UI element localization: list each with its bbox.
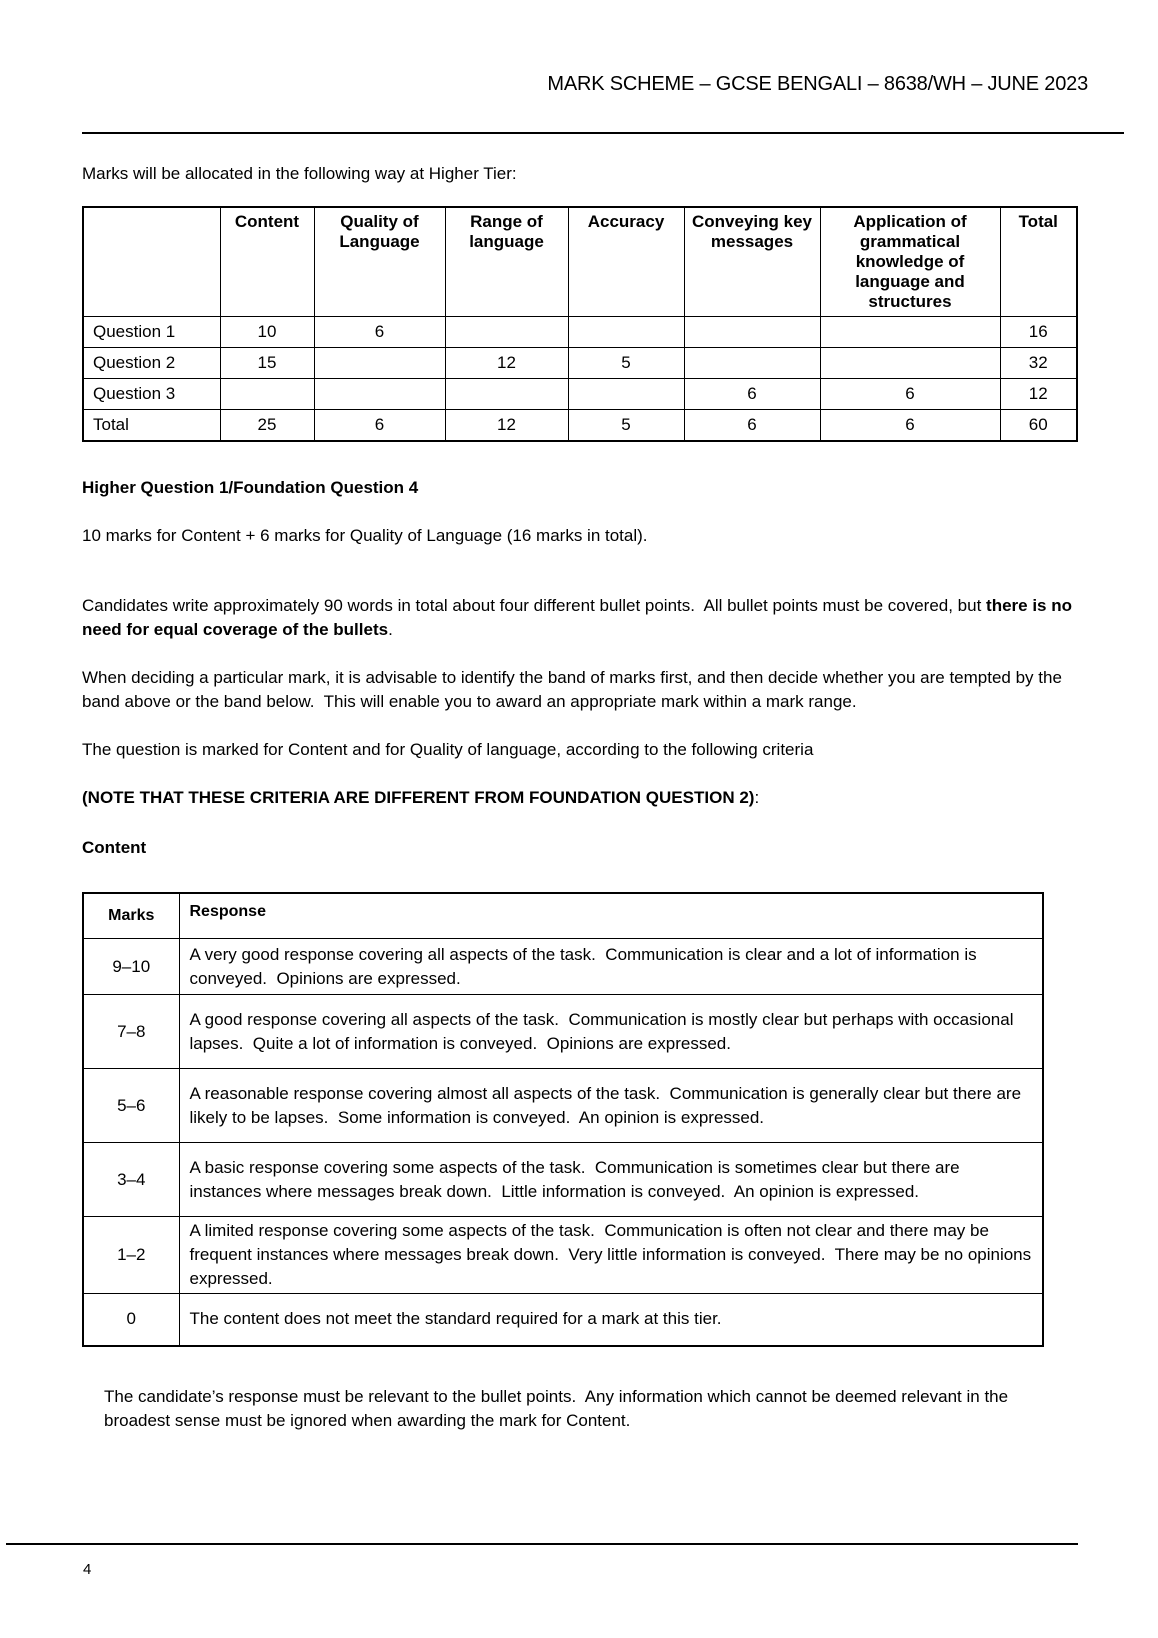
marks-band: 9–10 [83,939,179,995]
cell-value: 6 [820,410,1000,441]
response-description: A good response covering all aspects of the task. Communication is mostly clear but perhaps with occasional lapses. Quite a lot of information is conveyed. Opinions are expressed. [179,995,1043,1069]
allocation-header-content: Content [220,207,314,317]
table-row-total [83,410,1077,441]
footer-rule [6,1543,1078,1545]
cell-value: 6 [684,410,820,441]
header-title: MARK SCHEME – GCSE BENGALI – 8638/WH – JUNE 2023 [547,73,1088,95]
allocation-header-application-grammatical: Application of grammatical knowledge of language and structures [820,207,1000,317]
row-label: Total [83,410,220,441]
paragraph-candidates-period: . [388,619,393,639]
content-heading: Content [82,837,147,857]
paragraph-marking-criteria: The question is marked for Content and for Quality of language, according to the following criteria [82,739,814,759]
cell-value: 12 [1000,379,1077,410]
marks-band: 5–6 [83,1069,179,1143]
paragraph-marks-summary: 10 marks for Content + 6 marks for Quality of Language (16 marks in total). [82,525,648,545]
intro-text: Marks will be allocated in the following way at Higher Tier: [82,164,517,183]
row-label: Question 3 [83,379,220,410]
cell-value: 6 [820,379,1000,410]
cell-value: 5 [568,410,684,441]
table-row-question-1 [83,317,1077,348]
cell-value [684,348,820,379]
criteria-header-response: Response [179,893,1043,939]
cell-value: 15 [220,348,314,379]
cell-value: 16 [1000,317,1077,348]
note-text [82,786,1094,810]
marks-band: 3–4 [83,1143,179,1217]
cell-value: 6 [314,410,445,441]
response-description: A basic response covering some aspects of the task. Communication is sometimes clear but there are instances where messages break down. Little information is conveyed. An opinion is expressed. [179,1143,1043,1217]
criteria-header-row [83,893,1043,939]
criteria-row-1-2 [83,1217,1043,1294]
marks-band: 7–8 [83,995,179,1069]
allocation-header-total: Total [1000,207,1077,317]
cell-value [820,348,1000,379]
marks-band: 1–2 [83,1217,179,1294]
cell-value: 12 [445,410,568,441]
cell-value [445,379,568,410]
row-label: Question 1 [83,317,220,348]
allocation-header-quality-of-language: Quality of Language [314,207,445,317]
allocation-header-accuracy: Accuracy [568,207,684,317]
cell-value: 6 [314,317,445,348]
cell-value: 32 [1000,348,1077,379]
cell-value: 5 [568,348,684,379]
criteria-row-5-6 [83,1069,1043,1143]
cell-value: 25 [220,410,314,441]
allocation-header-blank [83,207,220,317]
table-row-question-3 [83,379,1077,410]
cell-value [568,379,684,410]
criteria-row-9-10 [83,939,1043,995]
allocation-header-conveying-key-messages: Conveying key messages [684,207,820,317]
cell-value [445,317,568,348]
allocation-header-row [83,207,1077,317]
row-label: Question 2 [83,348,220,379]
cell-value [314,379,445,410]
response-description: The content does not meet the standard required for a mark at this tier. [179,1294,1043,1346]
criteria-row-3-4 [83,1143,1043,1217]
cell-value [568,317,684,348]
page-number: 4 [83,1561,92,1578]
mark-allocation-table [82,206,1078,442]
cell-value: 10 [220,317,314,348]
criteria-row-7-8 [83,995,1043,1069]
paragraph-deciding-mark: When deciding a particular mark, it is advisable to identify the band of marks first, and then decide whether you are tempted by the band above or the band below. This will enable you to award an appropriate mark within a mark range. [82,667,1067,711]
cell-value [684,317,820,348]
allocation-header-range-of-language: Range of language [445,207,568,317]
paragraph-candidates-bold: there is no need for equal coverage of the bullets [82,595,1077,639]
closing-paragraph: The candidate’s response must be relevant to the bullet points. Any information which cannot be deemed relevant in the broadest sense must be ignored when awarding the mark for Content. [104,1386,1013,1430]
cell-value [220,379,314,410]
note-bold: (NOTE THAT THESE CRITERIA ARE DIFFERENT FROM FOUNDATION QUESTION 2) [82,787,755,807]
marks-band: 0 [83,1294,179,1346]
note-colon: : [754,787,760,807]
criteria-row-0 [83,1294,1043,1346]
criteria-header-marks: Marks [83,893,179,939]
cell-value [820,317,1000,348]
cell-value: 60 [1000,410,1077,441]
header-rule [82,132,1124,134]
section-heading: Higher Question 1/Foundation Question 4 [82,477,419,497]
cell-value: 6 [684,379,820,410]
response-description: A limited response covering some aspects of the task. Communication is often not clear and there may be frequent instances where messages break down. Very little information is conveyed. There may be no opinions expressed. [179,1217,1043,1294]
cell-value [314,348,445,379]
paragraph-candidates-text: Candidates write approximately 90 words in total about four different bullet points. All bullet points must be covered, but [82,595,987,615]
table-row-question-2 [83,348,1077,379]
content-criteria-table [82,892,1044,1347]
response-description: A reasonable response covering almost all aspects of the task. Communication is generally clear but there are likely to be lapses. Some information is conveyed. An opinion is expressed. [179,1069,1043,1143]
cell-value: 12 [445,348,568,379]
paragraph-candidates [82,594,1094,642]
response-description: A very good response covering all aspects of the task. Communication is clear and a lot of information is conveyed. Opinions are expressed. [179,939,1043,995]
